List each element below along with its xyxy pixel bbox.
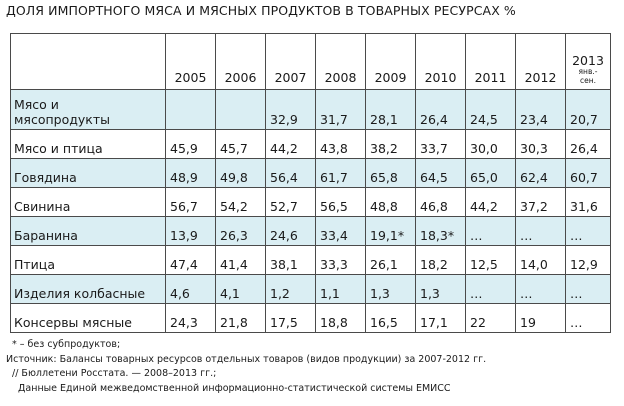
year-header-2013-year: 2013 (572, 53, 604, 68)
value-cell: 37,2 (516, 188, 566, 217)
value-cell: 12,9 (566, 246, 611, 275)
value-cell: 32,9 (266, 90, 316, 130)
value-cell: 44,2 (466, 188, 516, 217)
value-cell: … (566, 275, 611, 304)
value-cell: 30,3 (516, 130, 566, 159)
value-cell: … (466, 275, 516, 304)
value-cell: 47,4 (166, 246, 216, 275)
value-cell: 19 (516, 304, 566, 333)
value-cell: 26,3 (216, 217, 266, 246)
year-header-2013 (566, 34, 611, 90)
value-cell: 22 (466, 304, 516, 333)
header-label-cell (11, 34, 166, 90)
value-cell: 1,1 (316, 275, 366, 304)
header-row (11, 34, 611, 90)
value-cell: 65,0 (466, 159, 516, 188)
row-label: Свинина (11, 188, 166, 217)
row-label-line: мясопродукты (14, 112, 110, 127)
table-row (11, 275, 611, 304)
footnote-source: Источник: Балансы товарных ресурсов отдельных товаров (видов продукции) за 2007-2012 гг. (6, 353, 487, 365)
value-cell: 17,5 (266, 304, 316, 333)
row-label (11, 90, 166, 130)
footnote-bulletin: // Бюллетени Росстата. — 2008–2013 гг.; (12, 368, 217, 379)
table-row (11, 159, 611, 188)
value-cell: 30,0 (466, 130, 516, 159)
value-cell: 17,1 (416, 304, 466, 333)
year-header: 2011 (466, 34, 516, 90)
table-row (11, 130, 611, 159)
value-cell: 33,7 (416, 130, 466, 159)
value-cell: 62,4 (516, 159, 566, 188)
table-row (11, 246, 611, 275)
value-cell: 44,2 (266, 130, 316, 159)
year-header: 2008 (316, 34, 366, 90)
value-cell: 4,1 (216, 275, 266, 304)
row-label: Изделия колбасные (11, 275, 166, 304)
year-header: 2007 (266, 34, 316, 90)
table-row (11, 304, 611, 333)
value-cell: 1,3 (416, 275, 466, 304)
value-cell: 18,8 (316, 304, 366, 333)
value-cell: … (566, 304, 611, 333)
value-cell: 24,6 (266, 217, 316, 246)
value-cell: … (566, 217, 611, 246)
value-cell: 48,9 (166, 159, 216, 188)
year-header: 2005 (166, 34, 216, 90)
value-cell: … (466, 217, 516, 246)
value-cell: 56,5 (316, 188, 366, 217)
value-cell: 54,2 (216, 188, 266, 217)
value-cell: 38,1 (266, 246, 316, 275)
value-cell: 31,6 (566, 188, 611, 217)
year-header-2013-note-2: сен. (579, 76, 597, 85)
value-cell: 46,8 (416, 188, 466, 217)
value-cell: 26,4 (416, 90, 466, 130)
value-cell: 4,6 (166, 275, 216, 304)
value-cell: 26,1 (366, 246, 416, 275)
page-title: ДОЛЯ ИМПОРТНОГО МЯСА И МЯСНЫХ ПРОДУКТОВ В ТОВАРНЫХ РЕСУРСАХ % (6, 3, 516, 18)
value-cell: 45,7 (216, 130, 266, 159)
value-cell: 65,8 (366, 159, 416, 188)
value-cell: 49,8 (216, 159, 266, 188)
value-cell: 21,8 (216, 304, 266, 333)
value-cell: 1,2 (266, 275, 316, 304)
value-cell: 13,9 (166, 217, 216, 246)
value-cell: 18,2 (416, 246, 466, 275)
value-cell: 43,8 (316, 130, 366, 159)
value-cell: 60,7 (566, 159, 611, 188)
value-cell: 41,4 (216, 246, 266, 275)
value-cell: 26,4 (566, 130, 611, 159)
footnotes (6, 338, 486, 396)
row-label: Консервы мясные (11, 304, 166, 333)
value-cell: 52,7 (266, 188, 316, 217)
value-cell: 48,8 (366, 188, 416, 217)
value-cell: 56,7 (166, 188, 216, 217)
value-cell (166, 90, 216, 130)
import-share-table (10, 33, 611, 333)
value-cell: 23,4 (516, 90, 566, 130)
value-cell: … (516, 275, 566, 304)
footnote-asterisk: * – без субпродуктов; (12, 339, 121, 350)
value-cell: 16,5 (366, 304, 416, 333)
row-label-line: Мясо и (14, 97, 59, 112)
year-header: 2006 (216, 34, 266, 90)
row-label: Говядина (11, 159, 166, 188)
value-cell: 31,7 (316, 90, 366, 130)
year-header: 2010 (416, 34, 466, 90)
table-row (11, 217, 611, 246)
row-label: Баранина (11, 217, 166, 246)
year-header: 2009 (366, 34, 416, 90)
table-row (11, 90, 611, 130)
year-header-2013-note-1: янв.- (578, 67, 598, 76)
value-cell: 28,1 (366, 90, 416, 130)
value-cell: 64,5 (416, 159, 466, 188)
value-cell: 24,5 (466, 90, 516, 130)
value-cell: 56,4 (266, 159, 316, 188)
value-cell: 38,2 (366, 130, 416, 159)
value-cell: 24,3 (166, 304, 216, 333)
footnote-emiss: Данные Единой межведомственной информационно-статистической системы ЕМИСС (18, 382, 451, 394)
value-cell: 14,0 (516, 246, 566, 275)
table-row (11, 188, 611, 217)
value-cell: 33,3 (316, 246, 366, 275)
row-label: Птица (11, 246, 166, 275)
value-cell: 12,5 (466, 246, 516, 275)
value-cell: 1,3 (366, 275, 416, 304)
value-cell: 20,7 (566, 90, 611, 130)
value-cell: 33,4 (316, 217, 366, 246)
value-cell: 19,1* (366, 217, 416, 246)
value-cell: 45,9 (166, 130, 216, 159)
value-cell: 18,3* (416, 217, 466, 246)
value-cell: … (516, 217, 566, 246)
value-cell (216, 90, 266, 130)
year-header: 2012 (516, 34, 566, 90)
row-label: Мясо и птица (11, 130, 166, 159)
value-cell: 61,7 (316, 159, 366, 188)
